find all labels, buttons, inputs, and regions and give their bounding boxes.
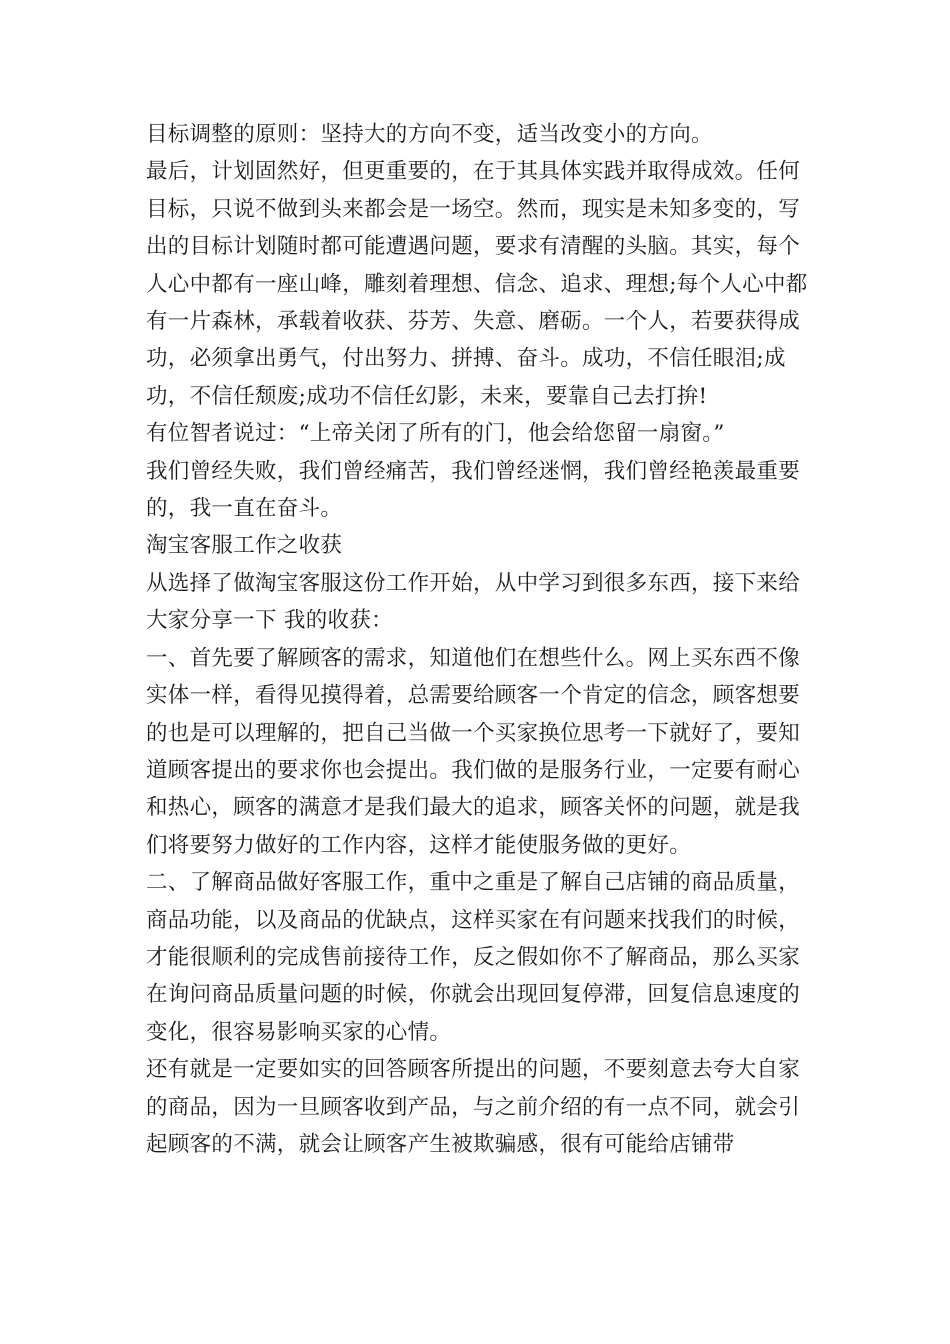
paragraph-point-two: 二、了解商品做好客服工作，重中之重是了解自己店铺的商品质量，商品功能，以及商品的优缺点，这样买家在有问题来找我们的时候，才能很顺利的完成售前接待工作，反之假如你不了解商品，那么买家在询问商品质量问题的时候，你就会出现回复停滞，回复信息速度的变化，很容易影响买家的心情。 xyxy=(146,870,801,1045)
paragraph-wise-quote: 有位智者说过：“上帝关闭了所有的门，他会给您留一扇窗。” xyxy=(146,421,725,447)
paragraph-point-one: 一、首先要了解顾客的需求，知道他们在想些什么。网上买东西不像实体一样，看得见摸得着，总需要给顾客一个肯定的信念，顾客想要的也是可以理解的，把自己当做一个买家换位思考一下就好了，要知道顾客提出的要求你也会提出。我们做的是服务行业，一定要有耐心和热心，顾客的满意才是我们最大的追求，顾客关怀的问题，就是我们将要努力做好的工作内容，这样才能使服务做的更好。 xyxy=(146,645,801,858)
paragraph-struggle: 我们曾经失败，我们曾经痛苦，我们曾经迷惘，我们曾经艳羡最重要的，我一直在奋斗。 xyxy=(146,458,801,522)
paragraph-intro-gains: 从选择了做淘宝客服这份工作开始，从中学习到很多东西，接下来给大家分享一下 我的收获： xyxy=(146,570,801,634)
paragraph-plan-practice: 最后，计划固然好，但更重要的，在于其具体实践并取得成效。任何目标，只说不做到头来都会是一场空。然而，现实是未知多变的，写出的目标计划随时都可能遭遇问题，要求有清醒的头脑。其实，每个人心中都有一座山峰，雕刻着理想、信念、追求、理想;每个人心中都有一片森林，承载着收获、芬芳、失意、磨砺。一个人，若要获得成功，必须拿出勇气，付出努力、拼搏、奋斗。成功，不信任眼泪;成功，不信任颓废;成功不信任幻影，未来，要靠自己去打拚! xyxy=(146,159,808,409)
document-body xyxy=(146,116,814,1163)
paragraph-goal-principle: 目标调整的原则：坚持大的方向不变，适当改变小的方向。 xyxy=(146,122,713,147)
section-heading: 淘宝客服工作之收获 xyxy=(146,533,343,559)
paragraph-honest-answers: 还有就是一定要如实的回答顾客所提出的问题，不要刻意去夸大自家的商品，因为一旦顾客收到产品，与之前介绍的有一点不同，就会引起顾客的不满，就会让顾客产生被欺骗感，很有可能给店铺带 xyxy=(146,1057,801,1157)
